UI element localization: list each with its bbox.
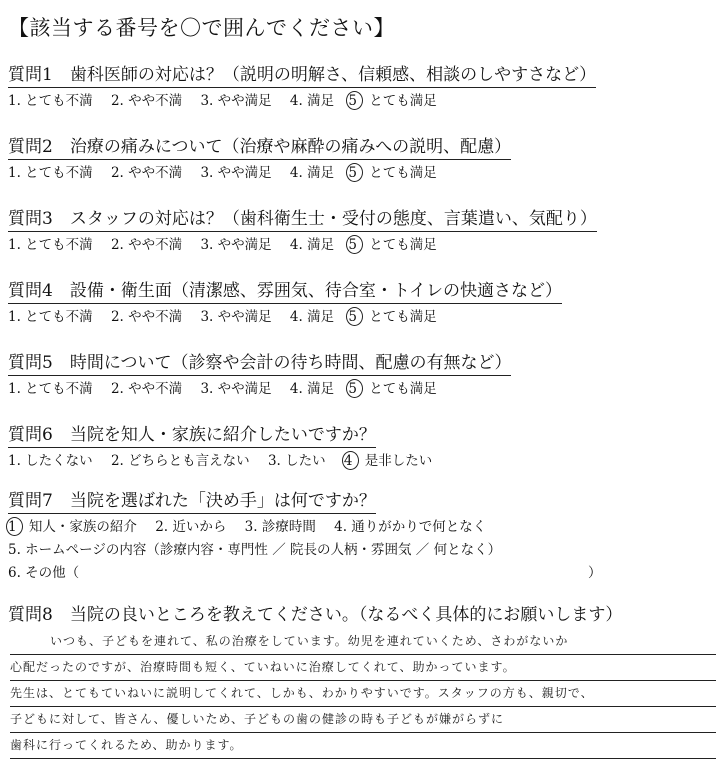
q7-option-2[interactable]: 2. 近いから [155,519,227,535]
q2-option-5-label[interactable]: とても満足 [369,165,437,181]
q5-option-5-label[interactable]: とても満足 [369,381,437,397]
q7-option-6-close-paren: ） [588,565,602,581]
q4-option-2[interactable]: 2. やや不満 [110,309,183,325]
handwritten-line-1: いつも、子どもを連れて、私の治療をしています。幼児を連れていくため、さわがないか [10,628,716,655]
question-5 [8,352,511,399]
question-8 [8,604,622,627]
q5-option-2[interactable]: 2. やや不満 [110,381,183,397]
q1-option-4[interactable]: 4. 満足 [289,93,335,109]
q6-option-2[interactable]: 2. どちらとも言えない [110,453,250,469]
q7-option-4[interactable]: 4. 通りがかりで何となく [334,519,487,535]
q1-option-2[interactable]: 2. やや不満 [110,93,183,109]
q5-option-3[interactable]: 3. やや満足 [200,381,272,397]
q4-option-5-circled[interactable]: 5 [348,309,357,325]
question-2 [8,136,511,183]
q5-option-5-circled[interactable]: 5 [348,381,357,397]
question-6 [8,424,446,471]
q3-option-5-label[interactable]: とても満足 [369,237,437,253]
question-7-title: 質問7 当院を選ばれた「決め手」は何ですか？ [8,490,376,514]
q2-option-3[interactable]: 3. やや満足 [200,165,272,181]
q6-option-1[interactable]: 1. したくない [8,453,93,469]
handwritten-line-3: 先生は、とてもていねいに説明してくれて、しかも、わかりやすいです。スタッフの方も、親切で、 [10,680,716,707]
q3-option-1[interactable]: 1. とても不満 [8,237,93,253]
q2-option-1[interactable]: 1. とても不満 [8,165,93,181]
q7-option-6[interactable]: 6. その他（ [8,565,80,581]
q7-option-3[interactable]: 3. 診療時間 [244,519,316,535]
q1-option-3[interactable]: 3. やや満足 [200,93,272,109]
handwritten-line-4: 子どもに対して、皆さん、優しいため、子どもの歯の健診の時も子どもが嫌がらずに [10,706,716,733]
q4-option-3[interactable]: 3. やや満足 [200,309,272,325]
q1-option-1[interactable]: 1. とても不満 [8,93,93,109]
q3-option-5-circled[interactable]: 5 [348,237,357,253]
q7-option-1-label[interactable]: 知人・家族の紹介 [28,519,137,535]
q3-option-3[interactable]: 3. やや満足 [200,237,272,253]
handwritten-line-5: 歯科に行ってくれるため、助かります。 [10,732,716,759]
question-5-title: 質問5 時間について（診察や会計の待ち時間、配慮の有無など） [8,352,511,376]
q2-option-2[interactable]: 2. やや不満 [110,165,183,181]
handwritten-line-2: 心配だったのですが、治療時間も短く、ていねいに治療してくれて、助かっています。 [10,654,716,681]
q6-option-4-label[interactable]: 是非したい [364,453,433,469]
q4-option-5-label[interactable]: とても満足 [369,309,437,325]
handwritten-answer-area [10,628,716,756]
q3-option-2[interactable]: 2. やや不満 [110,237,183,253]
q1-option-5-circled[interactable]: 5 [348,93,357,109]
q7-option-1-circled[interactable]: 1 [8,519,17,535]
q4-option-1[interactable]: 1. とても不満 [8,309,93,325]
q3-option-4[interactable]: 4. 満足 [289,237,335,253]
question-6-title: 質問6 当院を知人・家族に紹介したいですか？ [8,424,376,448]
question-4 [8,280,562,327]
question-2-title: 質問2 治療の痛みについて（治療や麻酔の痛みへの説明、配慮） [8,136,511,160]
q5-option-4[interactable]: 4. 満足 [289,381,335,397]
q1-option-5-label[interactable]: とても満足 [369,93,437,109]
q6-option-3[interactable]: 3. したい [267,453,326,469]
q2-option-4[interactable]: 4. 満足 [289,165,335,181]
question-1-title: 質問1 歯科医師の対応は？（説明の明解さ、信頼感、相談のしやすさなど） [8,64,596,88]
q2-option-5-circled[interactable]: 5 [348,165,357,181]
q4-option-4[interactable]: 4. 満足 [289,309,335,325]
q6-option-4-circled[interactable]: 4 [343,453,353,469]
survey-heading: 【該当する番号を〇で囲んでください】 [8,16,395,40]
question-4-title: 質問4 設備・衛生面（清潔感、雰囲気、待合室・トイレの快適さなど） [8,280,562,304]
question-7 [8,490,602,583]
q5-option-1[interactable]: 1. とても不満 [8,381,93,397]
question-3-title: 質問3 スタッフの対応は？（歯科衛生士・受付の態度、言葉遣い、気配り） [8,208,597,232]
question-8-title: 質問8 当院の良いところを教えてください。（なるべく具体的にお願いします） [8,605,623,625]
q7-option-5[interactable]: 5. ホームページの内容（診療内容・専門性 ／ 院長の人柄・雰囲気 ／ 何となく） [8,542,502,558]
question-1 [8,64,596,111]
question-3 [8,208,597,255]
